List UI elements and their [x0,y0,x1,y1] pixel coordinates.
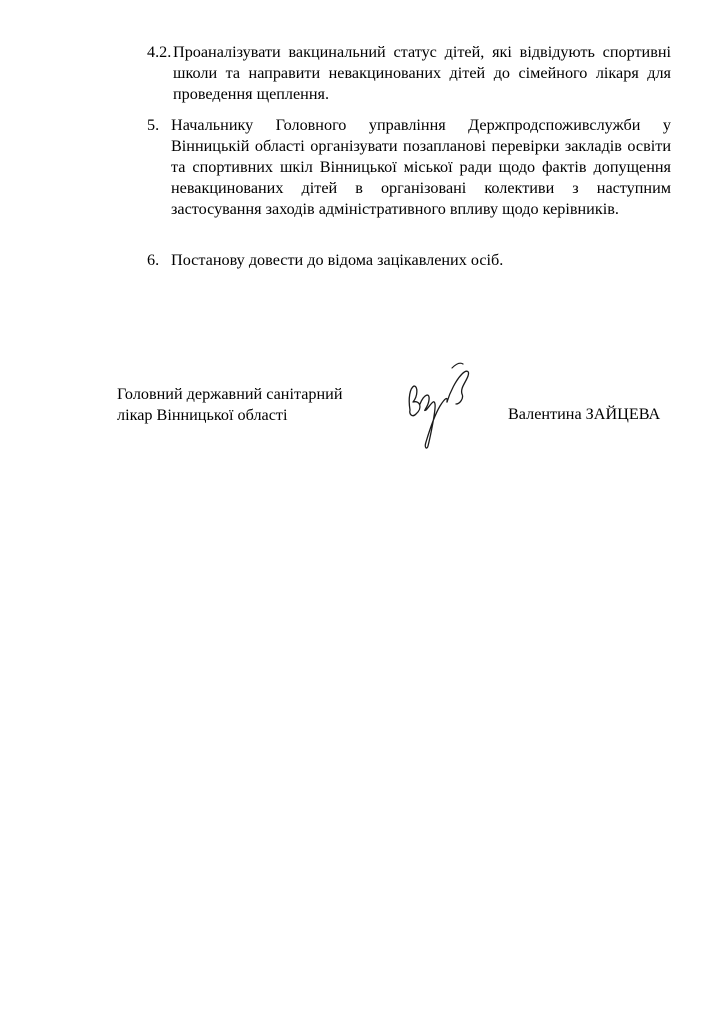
item-number: 4.2. [147,43,172,61]
handwritten-signature [400,352,480,452]
item-text: Начальнику Головного управління Держпродспоживслужби у Вінницькій області організувати позапланові перевірки закладів освіти та спортивних шкіл Вінницької міської ради щодо фактів допущення невакцинованих дітей в організовані колективи з наступним застосування заходів адміністративного впливу щодо керівників. [171,116,671,218]
signatory-title-line-2: лікар Вінницької області [117,406,288,424]
item-text: Проаналізувати вакцинальний статус дітей, які відвідують спортивні школи та направити невакцинованих дітей до сімейного лікаря для проведення щеплення. [173,43,671,103]
list-item-4-2 [147,42,671,105]
item-number: 5. [147,116,160,134]
signatory-name: Валентина ЗАЙЦЕВА [508,405,661,423]
item-text: Постанову довести до відома зацікавлених осіб. [171,251,504,269]
signatory-title-line-1: Головний державний санітарний [117,385,343,403]
list-item-6 [147,250,671,271]
list-item-5 [147,115,671,220]
item-number: 6. [147,251,160,269]
signatory-title [117,384,397,426]
